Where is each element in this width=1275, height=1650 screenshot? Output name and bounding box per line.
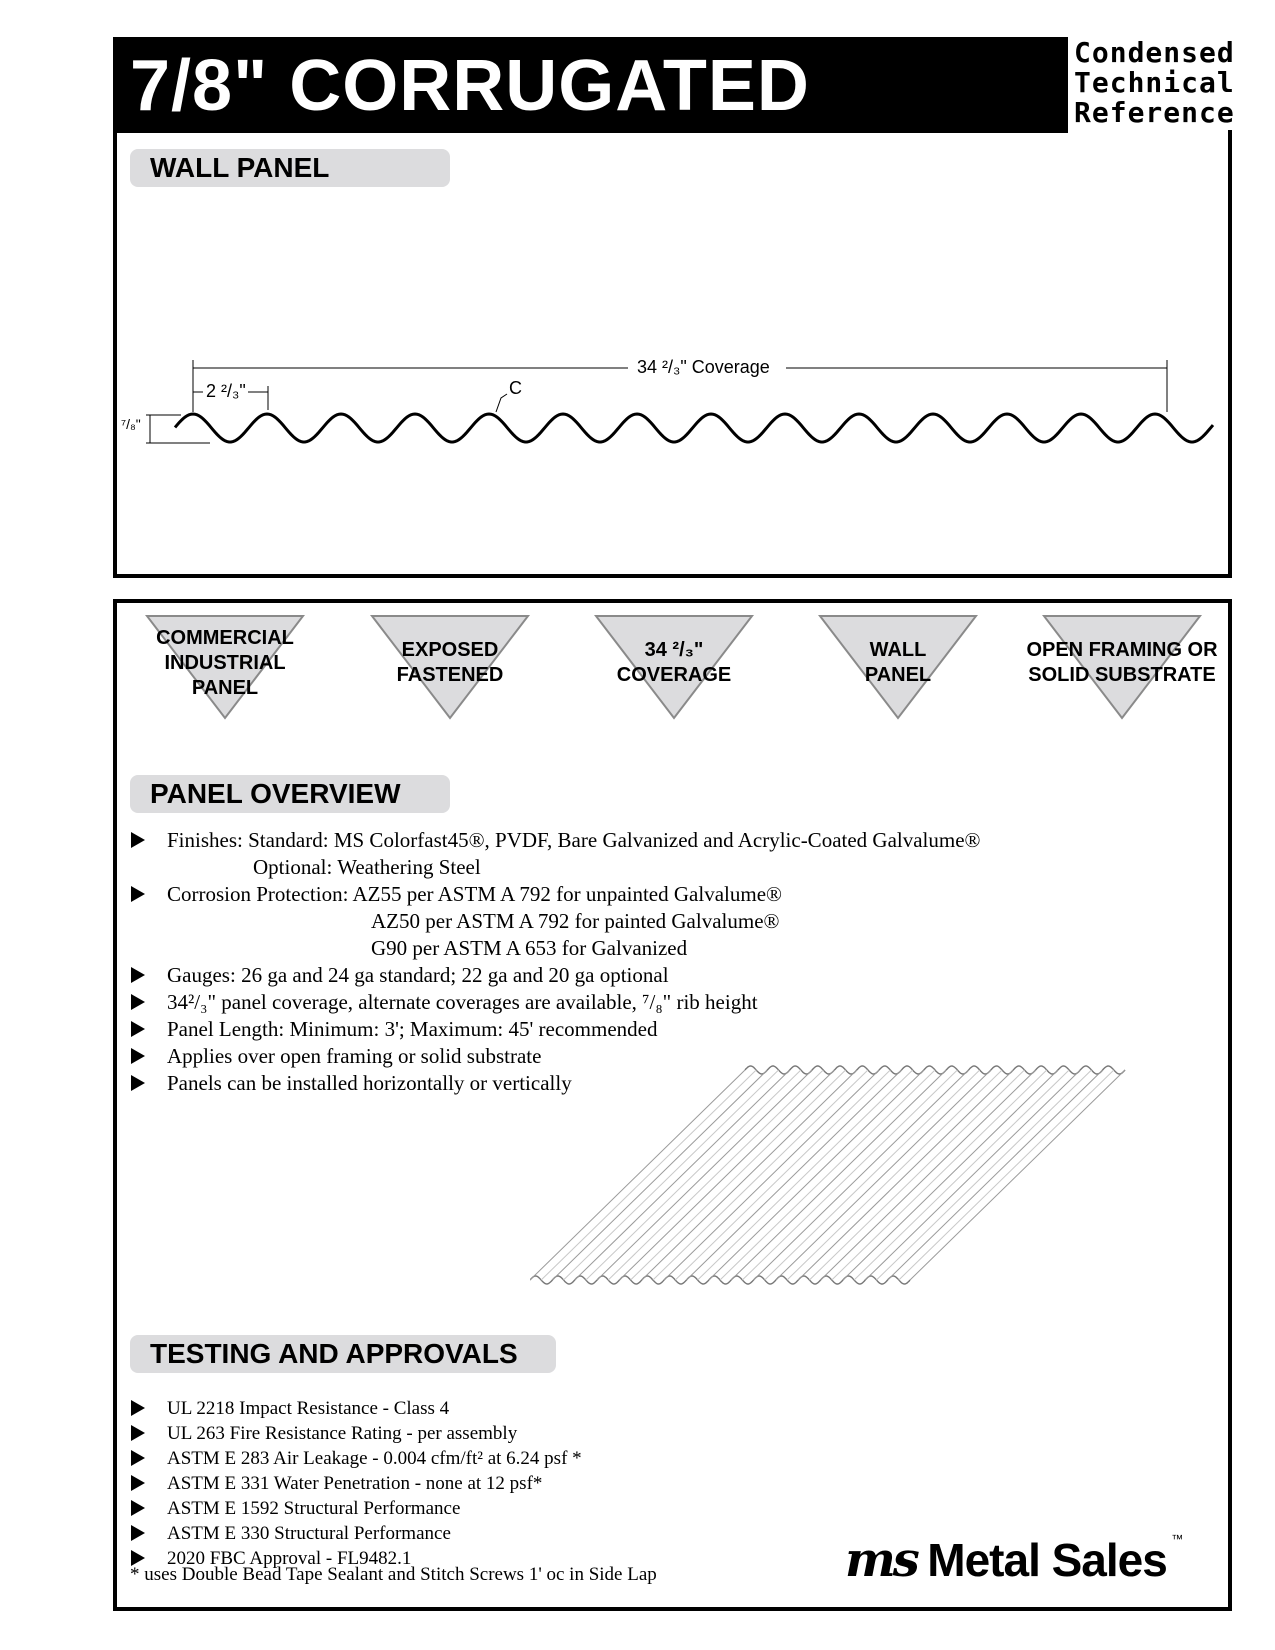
install-line: Panels can be installed horizontally or vertically — [167, 1071, 572, 1095]
panel-line — [530, 1070, 745, 1280]
testing-heading: TESTING AND APPROVALS — [130, 1335, 556, 1373]
testing-item: ASTM E 330 Structural Performance — [167, 1523, 451, 1544]
panel-line — [698, 1070, 913, 1280]
panel-line — [832, 1070, 1047, 1280]
bullet-holder — [131, 1475, 145, 1496]
panel-line — [787, 1070, 1002, 1280]
badge-line-2: Technical — [1074, 66, 1235, 99]
panel-line — [843, 1070, 1058, 1280]
panel-line — [888, 1070, 1103, 1280]
finishes-line-2: Optional: Weathering Steel — [253, 855, 481, 879]
corrosion-line-1: Corrosion Protection: AZ55 per ASTM A 792 for unpainted Galvalume® — [167, 882, 782, 906]
panel-line — [754, 1070, 969, 1280]
panel-line — [899, 1070, 1114, 1280]
panel-line — [564, 1070, 779, 1280]
bullet-icon — [131, 1425, 145, 1441]
badge-line-1: Condensed — [1074, 36, 1235, 69]
bullet-icon — [131, 1450, 145, 1466]
feature-line: OPEN FRAMING OR — [1026, 639, 1218, 661]
rib-height-label: ⁷/₈" — [121, 416, 141, 432]
corrugated-panel-illustration — [530, 1055, 1190, 1295]
testing-item: ASTM E 1592 Structural Performance — [167, 1498, 461, 1519]
bullet-icon — [131, 967, 145, 983]
feature-line: 34 ²/₃" — [644, 639, 704, 661]
feature-open-framing — [1026, 614, 1218, 722]
feature-line: WALL — [869, 639, 927, 661]
testing-footnote: * uses Double Bead Tape Sealant and Stitch Screws 1' oc in Side Lap — [130, 1564, 657, 1585]
bullet-holder — [131, 1400, 145, 1421]
feature-line: COMMERCIAL — [156, 627, 294, 649]
page-title: 7/8" CORRUGATED — [130, 46, 810, 126]
panel-line — [631, 1070, 846, 1280]
bullet-icon — [131, 1048, 145, 1064]
panel-line — [910, 1070, 1125, 1280]
feature-coverage — [594, 614, 754, 722]
bullet-icon — [131, 1500, 145, 1516]
panel-line — [664, 1070, 879, 1280]
panel-line — [541, 1070, 756, 1280]
panel-line — [597, 1070, 812, 1280]
wall-panel-heading: WALL PANEL — [130, 149, 450, 187]
applies-line: Applies over open framing or solid substrate — [167, 1044, 542, 1068]
testing-item: ASTM E 283 Air Leakage - 0.004 cfm/ft² at 6.24 psf * — [167, 1448, 582, 1469]
panel-line — [809, 1070, 1024, 1280]
bullet-icon — [131, 1475, 145, 1491]
bullet-icon — [131, 1021, 145, 1037]
panel-line — [798, 1070, 1013, 1280]
panel-line — [675, 1070, 890, 1280]
panel-line — [608, 1070, 823, 1280]
feature-line: EXPOSED — [401, 639, 499, 661]
panel-overview-heading: PANEL OVERVIEW — [130, 775, 450, 813]
panel-line — [865, 1070, 1080, 1280]
gauges-line: Gauges: 26 ga and 24 ga standard; 22 ga and 20 ga optional — [167, 963, 669, 987]
point-c-label: C — [509, 378, 522, 398]
feature-exposed-fastened — [370, 614, 530, 722]
metal-sales-logo — [845, 1532, 1184, 1588]
bullet-icon — [131, 832, 145, 848]
badge-line-3: Reference — [1074, 96, 1235, 129]
ms-logo-mark: ms — [845, 1532, 917, 1588]
feature-line: PANEL — [191, 677, 259, 699]
feature-line: SOLID SUBSTRATE — [1028, 664, 1216, 686]
panel-line — [686, 1070, 901, 1280]
bullet-icon — [131, 1525, 145, 1541]
testing-item: 2020 FBC Approval - FL9482.1 — [167, 1548, 412, 1569]
feature-line: COVERAGE — [616, 664, 732, 686]
testing-item: UL 2218 Impact Resistance - Class 4 — [167, 1398, 450, 1419]
panel-line — [642, 1070, 857, 1280]
length-line: Panel Length: Minimum: 3'; Maximum: 45' recommended — [167, 1017, 658, 1041]
panel-line — [575, 1070, 790, 1280]
company-name: Metal Sales — [927, 1534, 1167, 1586]
bullet-icon — [131, 1400, 145, 1416]
panel-line — [854, 1070, 1069, 1280]
feature-commercial-industrial — [145, 614, 305, 722]
feature-line: FASTENED — [396, 664, 504, 686]
corrosion-line-3: G90 per ASTM A 653 for Galvanized — [371, 936, 688, 960]
testing-item: UL 263 Fire Resistance Rating - per assembly — [167, 1423, 518, 1444]
panel-line — [653, 1070, 868, 1280]
bullet-holder — [131, 1500, 145, 1521]
finishes-line-1: Finishes: Standard: MS Colorfast45®, PVDF, Bare Galvanized and Acrylic-Coated Galvalume® — [167, 828, 981, 852]
panel-line — [876, 1070, 1091, 1280]
testing-item: ASTM E 331 Water Penetration - none at 12 psf* — [167, 1473, 543, 1494]
coverage-line: 34²/₃" panel coverage, alternate coverages are available, ⁷/₈" rib height — [167, 990, 758, 1014]
bullet-holder — [131, 1425, 145, 1446]
bullet-holder — [131, 1450, 145, 1471]
feature-line: PANEL — [864, 664, 932, 686]
trademark: ™ — [1171, 1532, 1184, 1546]
bullet-holder — [131, 1525, 145, 1546]
panel-line — [821, 1070, 1036, 1280]
coverage-dimension-label: 34 ²/₃" Coverage — [633, 357, 774, 378]
bullet-icon — [131, 886, 145, 902]
panel-line — [552, 1070, 767, 1280]
bullet-icon — [131, 994, 145, 1010]
panel-line — [765, 1070, 980, 1280]
panel-line — [586, 1070, 801, 1280]
corrosion-line-2: AZ50 per ASTM A 792 for painted Galvalume® — [371, 909, 780, 933]
panel-line — [619, 1070, 834, 1280]
feature-wall-panel — [818, 614, 978, 722]
panel-line — [709, 1070, 924, 1280]
panel-line — [776, 1070, 991, 1280]
panel-line — [731, 1070, 946, 1280]
panel-line — [720, 1070, 935, 1280]
panel-line — [742, 1070, 957, 1280]
feature-line: INDUSTRIAL — [164, 652, 286, 674]
pitch-dimension-label: 2 ²/₃" — [206, 381, 246, 401]
bullet-icon — [131, 1075, 145, 1091]
